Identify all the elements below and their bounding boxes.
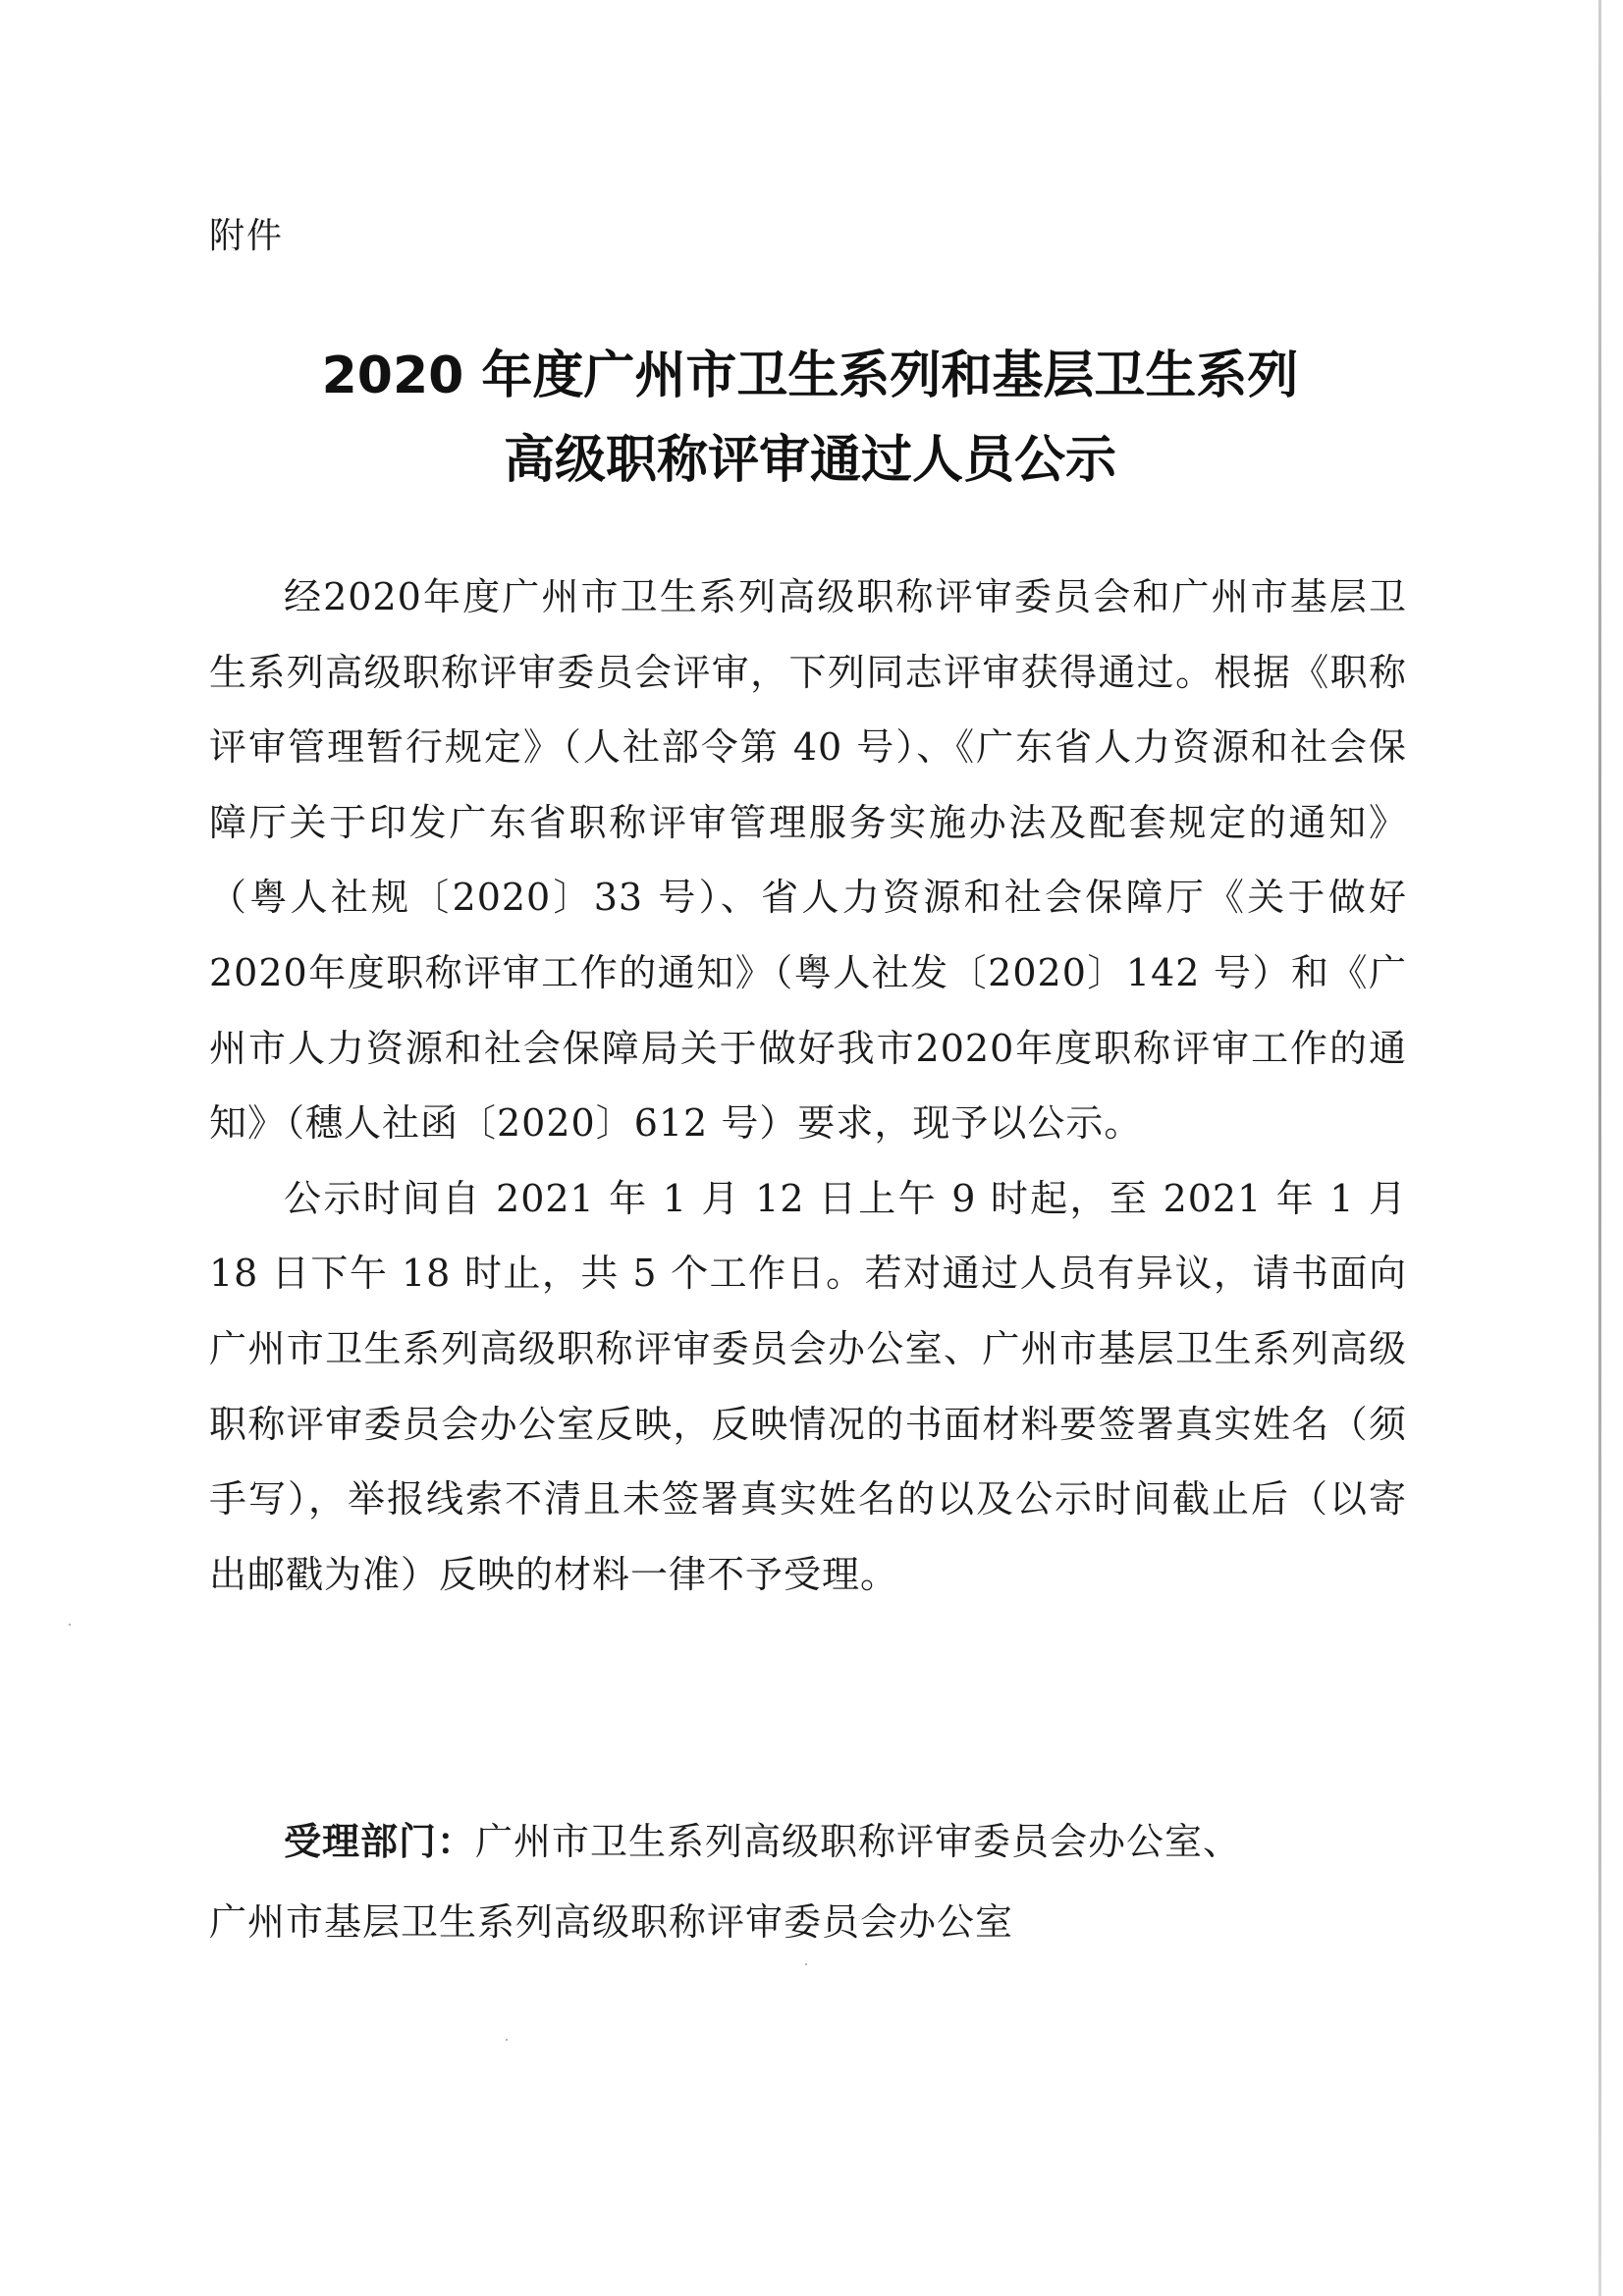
scan-edge-line — [1598, 0, 1601, 2296]
receiving-department — [209, 1801, 1407, 1962]
title-line-2: 高级职称评审通过人员公示 — [503, 431, 1116, 490]
scan-speck — [506, 2039, 508, 2041]
scan-speck — [805, 1963, 807, 1965]
department-line-2: 广州市基层卫生系列高级职称评审委员会办公室 — [209, 1900, 1014, 1944]
scan-speck — [69, 1624, 71, 1626]
department-line-1: 广州市卫生系列高级职称评审委员会办公室、 — [475, 1820, 1242, 1863]
paragraph-evaluation: 经2020年度广州市卫生系列高级职称评审委员会和广州市基层卫生系列高级职称评审委员会评审，下列同志评审获得通过。根据《职称评审管理暂行规定》（人社部令第 40 号）、《广东省人力资源和社会保障厅关于印发广东省职称评审管理服务实施办法及配套规定的通知》（粤人社规〔2020〕33 号）、省人力资源和社会保障厅《关于做好2020年度职称评审工作的通知》（粤人社发〔2020〕142 号）和《广州市人力资源和社会保障局关于做好我市2020年度职称评审工作的通知》（穗人社函〔2020〕612 号）要求，现予以公示。 — [209, 575, 1407, 1146]
body-text — [209, 560, 1407, 1612]
attachment-label: 附件 — [209, 216, 285, 256]
paragraph-publicity-period: 公示时间自 2021 年 1 月 12 日上午 9 时起，至 2021 年 1 月 18 日下午 18 时止，共 5 个工作日。若对通过人员有异议，请书面向广州市卫生系列高级职称评审委员会办公室、广州市基层卫生系列高级职称评审委员会办公室反映，反映情况的书面材料要签署真实姓名（须手写），举报线索不清且未签署真实姓名的以及公示时间截止后（以寄出邮戳为准）反映的材料一律不予受理。 — [209, 1176, 1407, 1596]
document-title — [147, 334, 1473, 503]
department-label: 受理部门： — [284, 1820, 476, 1863]
title-line-1: 2020 年度广州市卫生系列和基层卫生系列 — [321, 347, 1299, 405]
